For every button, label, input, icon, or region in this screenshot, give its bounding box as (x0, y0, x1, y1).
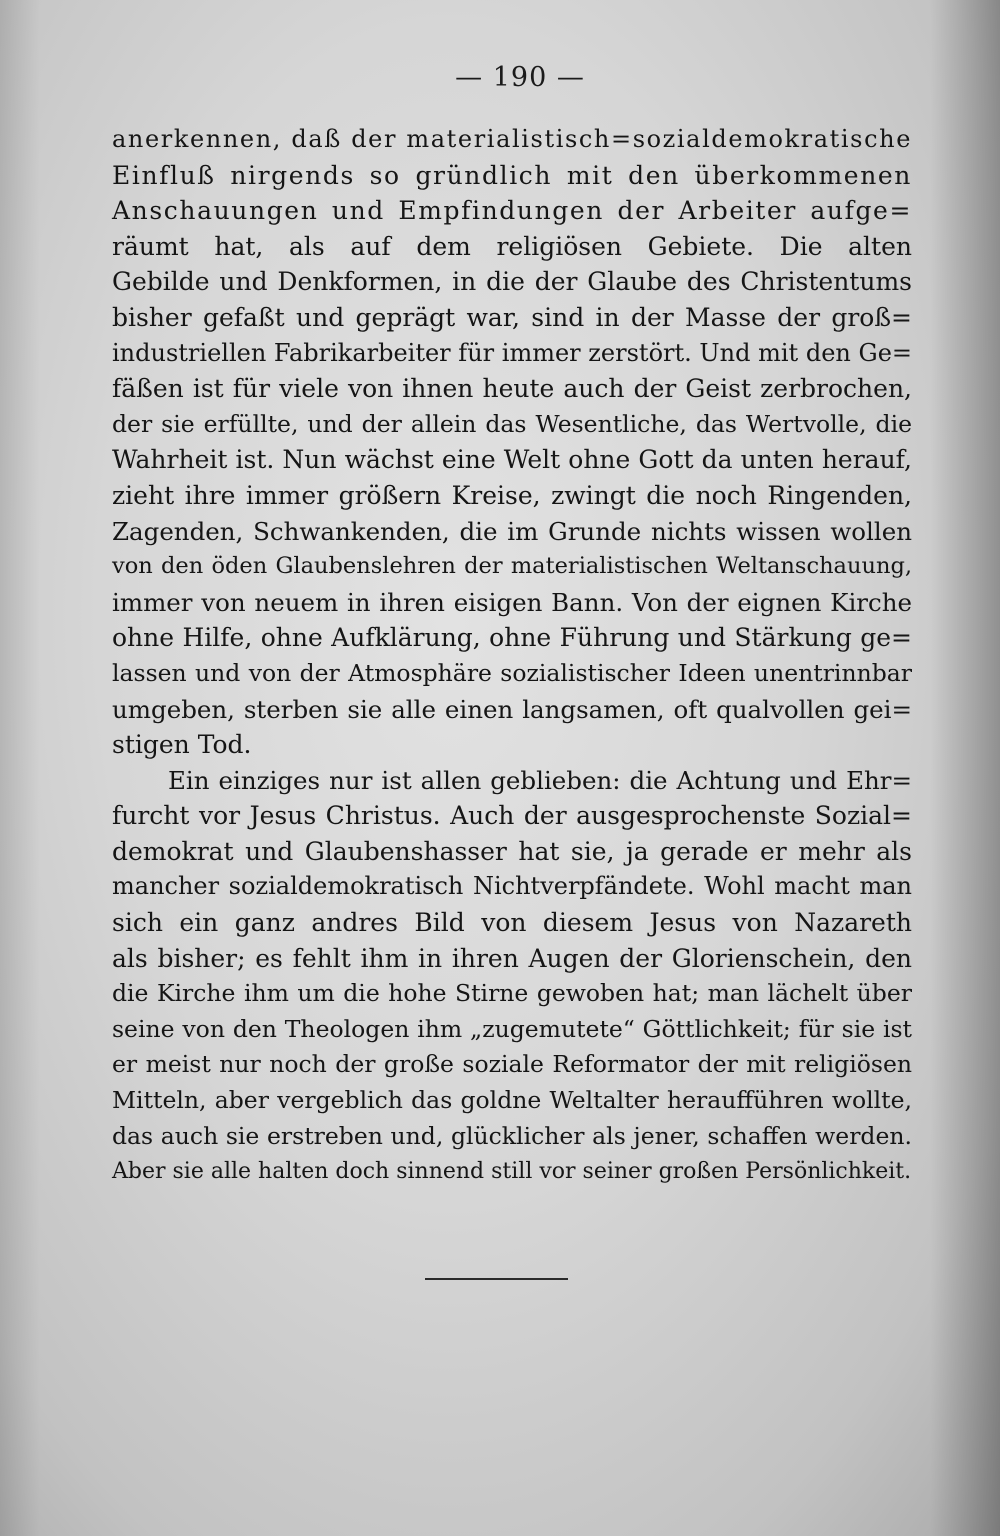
text-line: Aber sie alle halten doch sinnend still vor seiner großen Persönlichkeit. (112, 1159, 912, 1185)
text-line: demokrat und Glaubenshasser hat sie, ja gerade er mehr als (112, 836, 912, 866)
page-number: — 190 — (455, 62, 585, 93)
text-line: die Kirche ihm um die hohe Stirne gewoben hat; man lächelt über (112, 979, 912, 1008)
text-line: räumt hat, als auf dem religiösen Gebiete. Die alten (112, 231, 912, 261)
text-line: fäßen ist für viele von ihnen heute auch der Geist zerbrochen, (112, 374, 912, 404)
text-line: ohne Hilfe, ohne Aufklärung, ohne Führung und Stärkung ge= (112, 623, 912, 653)
text-line: lassen und von der Atmosphäre sozialistischer Ideen unentrinnbar (112, 658, 912, 687)
text-line: der sie erfüllte, und der allein das Wesentliche, das Wertvolle, die (112, 409, 912, 438)
text-line: umgeben, sterben sie alle einen langsamen, oft qualvollen gei= (112, 694, 912, 724)
text-line: stigen Tod. (112, 730, 252, 760)
text-line: anerkennen, daß der materialistisch=sozialdemokratische (112, 125, 912, 153)
text-line: das auch sie erstreben und, glücklicher als jener, schaffen werden. (112, 1121, 912, 1150)
text-line: furcht vor Jesus Christus. Auch der ausgesprochenste Sozial= (112, 801, 912, 831)
text-line: sich ein ganz andres Bild von diesem Jesus von Nazareth (112, 908, 912, 938)
text-line: Gebilde und Denkformen, in die der Glaube des Christentums (112, 267, 912, 297)
text-line: von den öden Glaubenslehren der materialistischen Weltanschauung, (112, 553, 912, 580)
section-divider (425, 1278, 568, 1280)
text-line: immer von neuem in ihren eisigen Bann. Von der eignen Kirche (112, 587, 912, 617)
text-line: zieht ihre immer größern Kreise, zwingt die noch Ringenden, (112, 480, 912, 510)
text-line: er meist nur noch der große soziale Reformator der mit religiösen (112, 1050, 912, 1079)
text-line: bisher gefaßt und geprägt war, sind in der Masse der groß= (112, 302, 912, 332)
text-line: Anschauungen und Empfindungen der Arbeiter aufge= (112, 196, 912, 226)
body-text (112, 122, 912, 1190)
text-line: als bisher; es fehlt ihm in ihren Augen der Glorienschein, den (112, 943, 912, 973)
text-line: mancher sozialdemokratisch Nichtverpfändete. Wohl macht man (112, 872, 912, 901)
text-line: Ein einziges nur ist allen geblieben: die Achtung und Ehr= (168, 765, 912, 795)
text-line: Zagenden, Schwankenden, die im Grunde nichts wissen wollen (112, 516, 912, 546)
text-line: seine von den Theologen ihm „zugemutete“ Göttlichkeit; für sie ist (112, 1014, 912, 1043)
text-line: Mitteln, aber vergeblich das goldne Weltalter heraufführen wollte, (112, 1086, 912, 1115)
text-line: industriellen Fabrikarbeiter für immer zerstört. Und mit den Ge= (112, 338, 912, 367)
text-line: Wahrheit ist. Nun wächst eine Welt ohne Gott da unten herauf, (112, 445, 912, 475)
text-line: Einfluß nirgends so gründlich mit den überkommenen (112, 160, 912, 190)
